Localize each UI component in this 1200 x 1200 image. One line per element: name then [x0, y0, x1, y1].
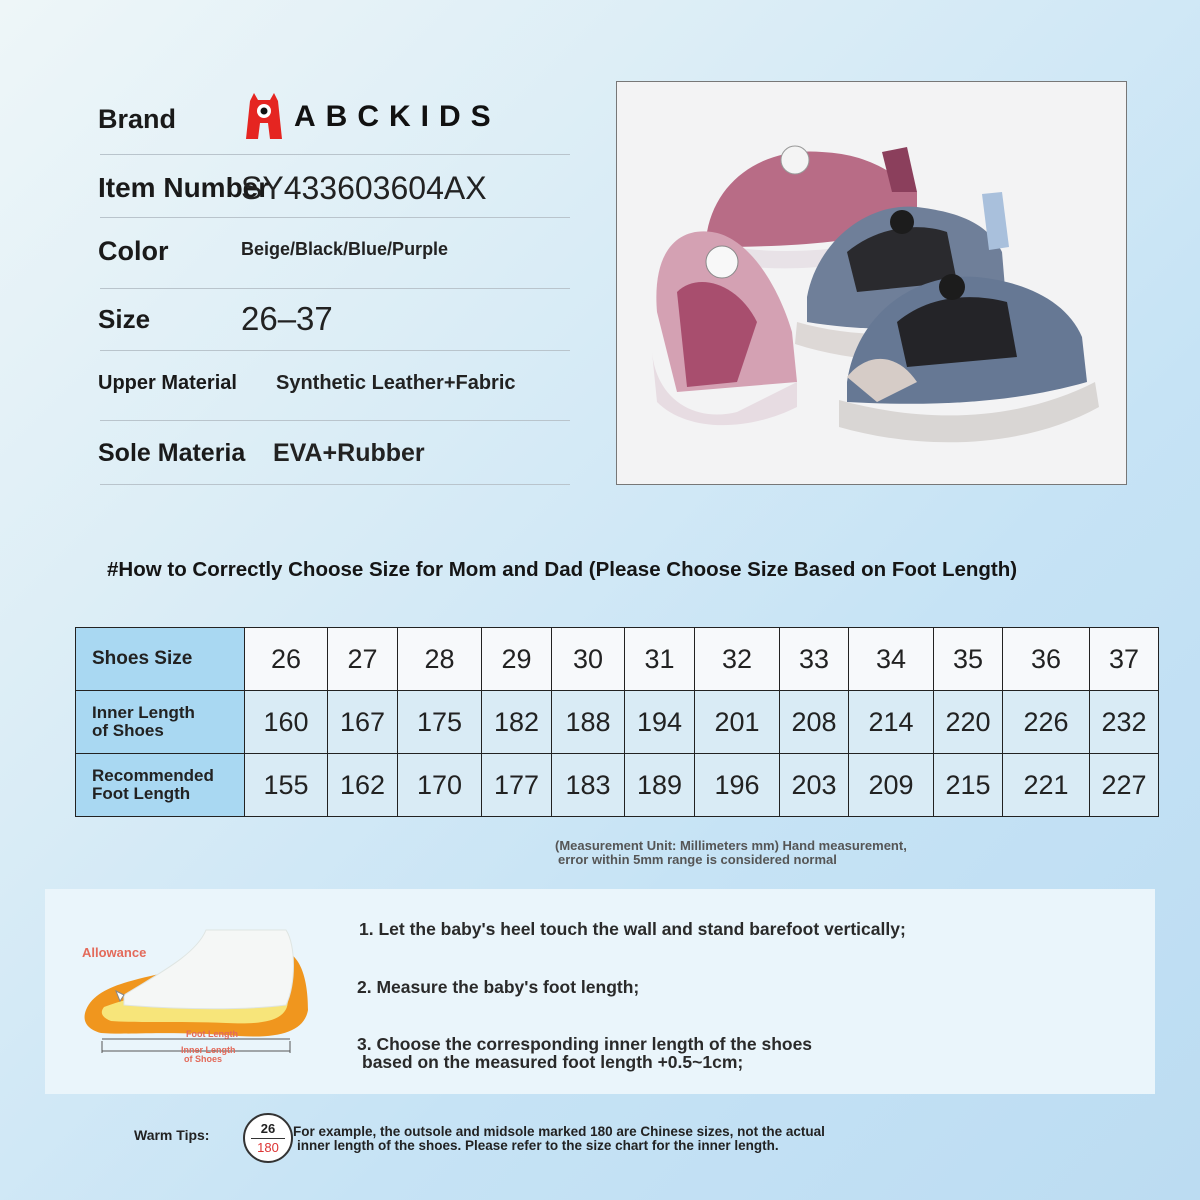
- table-cell: 220: [934, 691, 1003, 754]
- brand-logo: [244, 92, 501, 142]
- table-cell: 214: [849, 691, 934, 754]
- inner-length-label-line: Inner Length: [181, 1045, 236, 1055]
- inner-length-label-line: of Shoes: [184, 1054, 223, 1064]
- step-3: 3. Choose the corresponding inner length of the shoes: [357, 1034, 813, 1054]
- table-cell: 201: [695, 691, 780, 754]
- divider: [100, 420, 570, 421]
- divider: [100, 154, 570, 155]
- table-cell: 196: [695, 754, 780, 817]
- product-photo: [616, 81, 1127, 485]
- table-cell: 36: [1003, 628, 1090, 691]
- table-cell: 226: [1003, 691, 1090, 754]
- table-cell: 188: [552, 691, 625, 754]
- table-cell: 35: [934, 628, 1003, 691]
- badge-bottom-text: 180: [257, 1140, 279, 1155]
- table-cell: 27: [328, 628, 398, 691]
- table-cell: 227: [1090, 754, 1159, 817]
- table-cell: 162: [328, 754, 398, 817]
- table-cell: 175: [398, 691, 482, 754]
- measurement-note: [555, 839, 907, 867]
- table-cell: 221: [1003, 754, 1090, 817]
- table-cell: 232: [1090, 691, 1159, 754]
- table-cell: 29: [482, 628, 552, 691]
- measurement-note-line: error within 5mm range is considered normal: [558, 852, 837, 867]
- step-2: 2. Measure the baby's foot length;: [357, 977, 640, 997]
- inner-length-label: [181, 1046, 236, 1064]
- color-value: Beige/Black/Blue/Purple: [241, 239, 449, 259]
- table-cell: 167: [328, 691, 398, 754]
- table-cell: 37: [1090, 628, 1159, 691]
- table-cell: 203: [780, 754, 849, 817]
- foot-measure-diagram: [76, 925, 316, 1070]
- brand-name: ABCKIDS: [294, 100, 501, 133]
- item-number-label: Item Number: [98, 172, 270, 203]
- table-cell: 209: [849, 754, 934, 817]
- table-cell: 32: [695, 628, 780, 691]
- step-3-continued: based on the measured foot length +0.5~1cm;: [362, 1052, 744, 1072]
- sole-material-value: EVA+Rubber: [273, 439, 425, 467]
- table-cell: 170: [398, 754, 482, 817]
- table-cell: 183: [552, 754, 625, 817]
- measurement-note-line: (Measurement Unit: Millimeters mm) Hand measurement,: [555, 838, 907, 853]
- table-cell: 208: [780, 691, 849, 754]
- divider: [100, 288, 570, 289]
- step-1: 1. Let the baby's heel touch the wall and stand barefoot vertically;: [359, 919, 906, 939]
- size-value: 26–37: [241, 300, 333, 337]
- warm-tips-text: [293, 1125, 825, 1153]
- foot-length-label: Foot Length: [186, 1029, 238, 1039]
- brand-label: Brand: [98, 104, 177, 134]
- size-guide-heading: #How to Correctly Choose Size for Mom and Dad (Please Choose Size Based on Foot Length): [107, 558, 1018, 581]
- table-cell: 189: [625, 754, 695, 817]
- table-cell: 33: [780, 628, 849, 691]
- sole-material-label: Sole Materia: [98, 439, 246, 467]
- table-row: [76, 691, 1159, 754]
- allowance-label: Allowance: [82, 945, 147, 960]
- row-header: Inner Length of Shoes: [76, 691, 245, 754]
- table-cell: 194: [625, 691, 695, 754]
- row-header: Shoes Size: [76, 628, 245, 691]
- divider: [100, 350, 570, 351]
- row-header: Recommended Foot Length: [76, 754, 245, 817]
- table-row: [76, 754, 1159, 817]
- upper-material-label: Upper Material: [98, 372, 237, 394]
- table-cell: 177: [482, 754, 552, 817]
- size-stamp-icon: [243, 1113, 293, 1163]
- table-cell: 160: [245, 691, 328, 754]
- table-cell: 182: [482, 691, 552, 754]
- divider: [100, 484, 570, 485]
- warm-tips-label: Warm Tips:: [134, 1127, 210, 1143]
- warm-tips-line: For example, the outsole and midsole marked 180 are Chinese sizes, not the actual: [293, 1124, 825, 1139]
- table-cell: 155: [245, 754, 328, 817]
- table-cell: 26: [245, 628, 328, 691]
- monster-logo-icon: [244, 93, 284, 141]
- size-chart-table: [75, 627, 1159, 817]
- color-label: Color: [98, 236, 169, 266]
- upper-material-value: Synthetic Leather+Fabric: [276, 372, 516, 394]
- table-row: [76, 628, 1159, 691]
- table-cell: 34: [849, 628, 934, 691]
- badge-top-text: 26: [260, 1121, 276, 1136]
- table-cell: 31: [625, 628, 695, 691]
- item-number-value: SY433603604AX: [241, 170, 487, 206]
- table-cell: 215: [934, 754, 1003, 817]
- warm-tips-line: inner length of the shoes. Please refer to the size chart for the inner length.: [297, 1138, 779, 1153]
- size-label: Size: [98, 304, 151, 334]
- table-cell: 30: [552, 628, 625, 691]
- badge-divider: [251, 1138, 285, 1139]
- table-cell: 28: [398, 628, 482, 691]
- divider: [100, 217, 570, 218]
